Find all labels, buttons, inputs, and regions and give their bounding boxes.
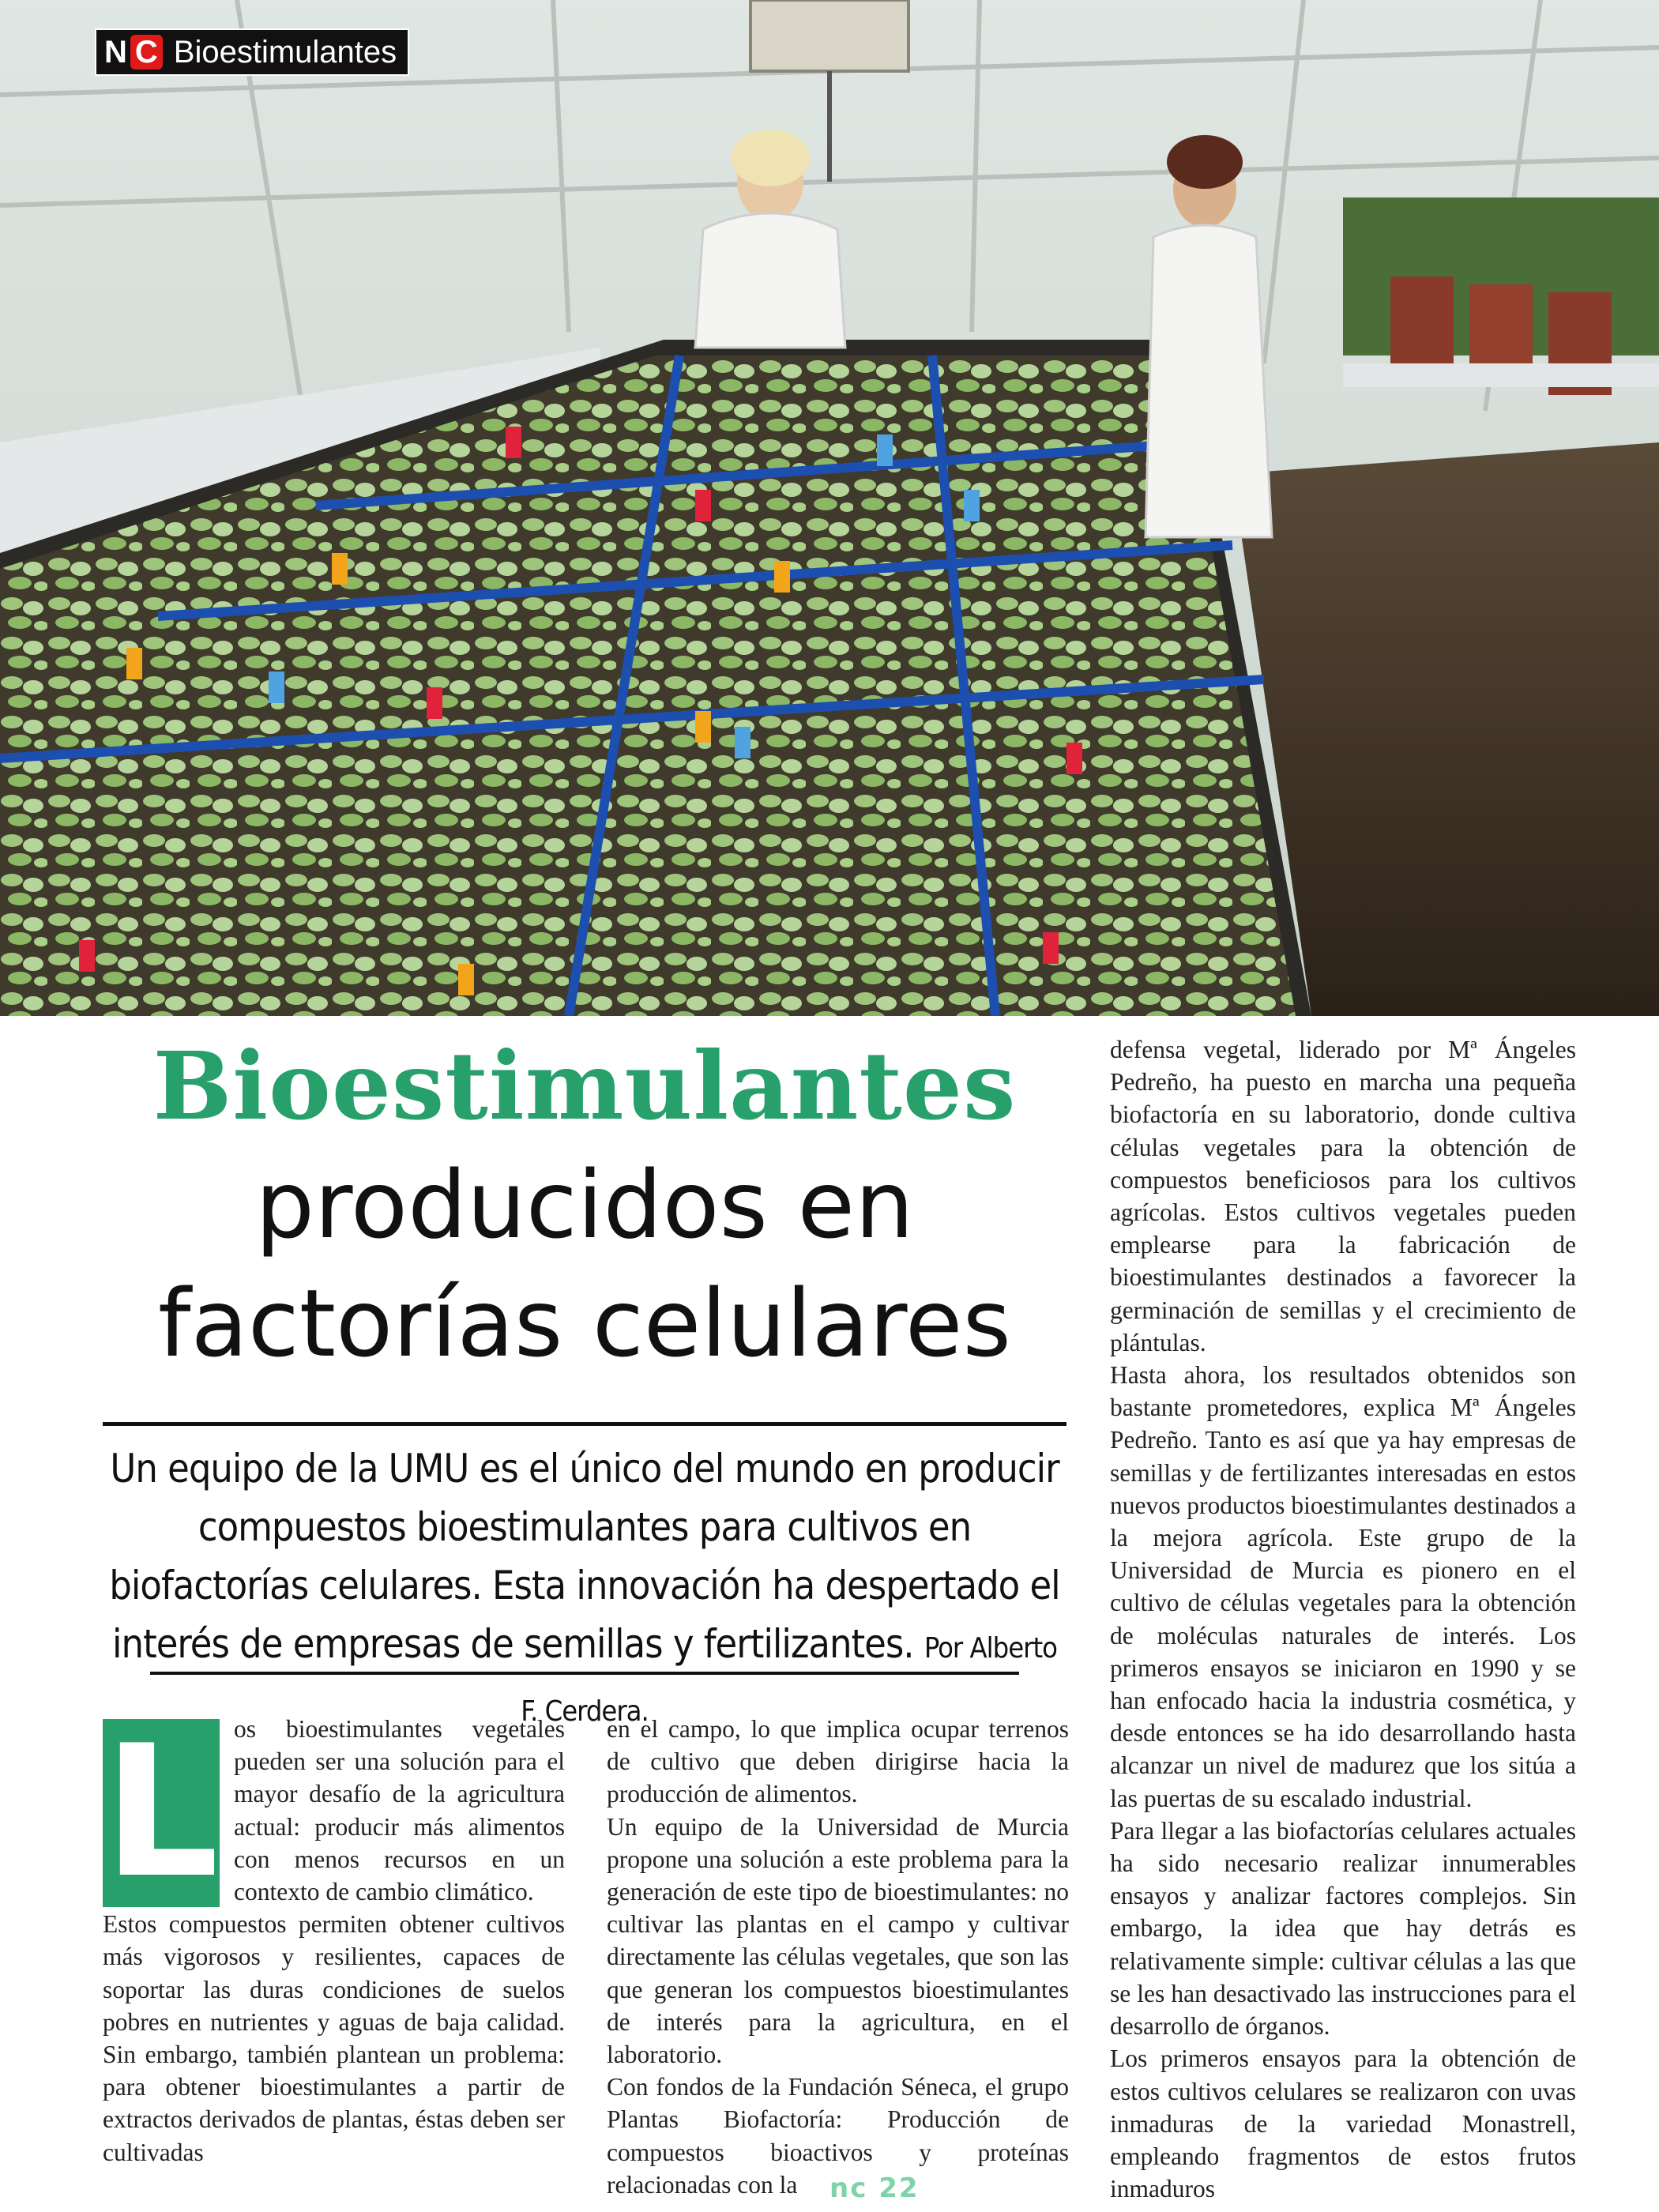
logo-c: C xyxy=(130,35,163,70)
section-tag xyxy=(95,28,409,76)
body-paragraph: Un equipo de la Universidad de Murcia propone una solución a este problema para la generación de este tipo de bioestimulantes: no cultivar las plantas en el campo y cultivar directamente las células vegetales, que son las que generan los compuestos bioestimulantes de interés para la agricultura, en el laboratorio. xyxy=(607,1812,1069,2069)
body-paragraph: defensa vegetal, liderado por Mª Ángeles Pedreño, ha puesto en marcha una pequeña biofactoría en su laboratorio, donde cultiva células vegetales para la obtención de compuestos beneficiosos para los cultivos agrícolas. Estos cultivos vegetales pueden emplearse para la fabricación de bioestimulantes destinados a favorecer la germinación de semillas y el crecimiento de plántulas. xyxy=(1110,1036,1576,1356)
page-number: nc 22 xyxy=(830,2172,920,2204)
logo-n: N xyxy=(104,35,127,70)
section-label: Bioestimulantes xyxy=(173,35,397,70)
body-paragraph: Para llegar a las biofactorías celulares actuales ha sido necesario realizar innumerables ensayos y analizar factores complejos. Sin embargo, la idea que hay detrás es relativamente simple: cultivar células a las que se les han desactivado las instrucciones para el desarrollo de órganos. xyxy=(1110,1816,1576,2041)
body-column-1 xyxy=(103,1707,565,2169)
body-paragraph: Con fondos de la Fundación Séneca, el grupo Plantas Biofactoría: Producción de compuestos bioactivos y proteínas relacionadas con la xyxy=(607,2073,1069,2199)
byline: Por Alberto F. Cerdera. xyxy=(521,1632,1057,1728)
greenhouse-seedlings-illustration xyxy=(0,0,1659,1016)
standfirst xyxy=(103,1439,1066,1741)
headline-line-1: Bioestimulantes xyxy=(152,1031,1017,1141)
greenhouse-photo xyxy=(0,0,1659,1016)
body-paragraph: Los primeros ensayos para la obtención de estos cultivos celulares se realizaron con uvas inmaduras de la variedad Monastrell, empleando fragmentos de estos frutos inmaduros xyxy=(1110,2045,1576,2203)
body-column-3 xyxy=(1110,1033,1576,2205)
body-column-2 xyxy=(607,1713,1069,2201)
body-paragraph: Hasta ahora, los resultados obtenidos son bastante prometedores, explica Mª Ángeles Pedreño. Tanto es así que ya hay empresas de semillas y de fertilizantes interesadas en estos nuevos productos bioestimulantes destinados a la mejora agrícola. Este grupo de la Universidad de Murcia es pionero en el cultivo de células vegetales para la obtención de moléculas naturales de interés. Los primeros ensayos se iniciaron en 1990 y se han enfocado hacia la industria cosmética, y desde entonces se ha ido desarrollando hasta alcanzar un nivel de madurez que los sitúa a las puertas de su escalado industrial. xyxy=(1110,1361,1576,1812)
drop-cap: L xyxy=(103,1707,220,1918)
standfirst-underline xyxy=(150,1672,1019,1675)
lead-text: os bioestimulantes vegetales pueden ser una solución para el mayor desafío de la agricultura actual: producir más alimentos con menos recursos en un contexto de cambio climático. xyxy=(234,1715,565,1906)
headline-line-3: factorías celulares xyxy=(158,1269,1011,1378)
headline-line-2: producidos en xyxy=(255,1150,914,1259)
body-paragraph: en el campo, lo que implica ocupar terrenos de cultivo que deben dirigirse hacia la producción de alimentos. xyxy=(607,1715,1069,1808)
body-paragraph: Estos compuestos permiten obtener cultivos más vigorosos y resilientes, capaces de soportar las duras condiciones de suelos pobres en nutrientes y aguas de baja calidad. Sin embargo, también plantean un problema: para obtener bioestimulantes a partir de extractos derivados de plantas, éstas deben ser cultivadas xyxy=(103,1910,565,2166)
standfirst-text: Un equipo de la UMU es el único del mundo en producir compuestos bioestimulantes para cultivos en biofactorías celulares. Esta innovación ha despertado el interés de empresas de semillas y fertilizantes. xyxy=(109,1446,1060,1667)
lead-paragraph xyxy=(103,1707,565,1918)
headline-divider xyxy=(103,1422,1066,1426)
headline xyxy=(87,1027,1082,1382)
